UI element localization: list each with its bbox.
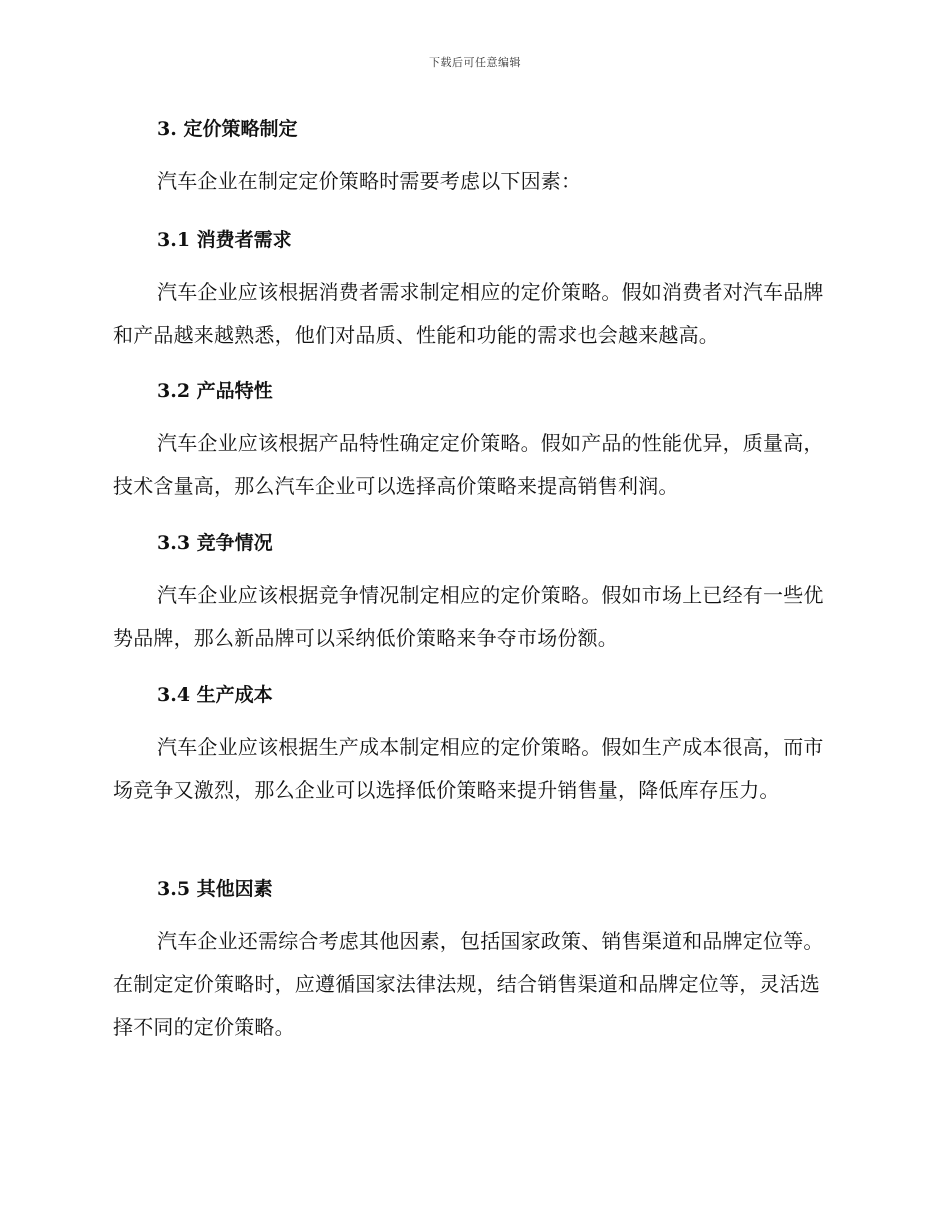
- subheading-product-features: 3.2 产品特性: [157, 380, 273, 402]
- subheading-consumer-demand: 3.1 消费者需求: [157, 229, 292, 251]
- subheading-production-cost: 3.4 生产成本: [157, 684, 273, 706]
- section-heading-pricing-strategy: 3. 定价策略制定: [157, 118, 298, 140]
- paragraph-other-factors: 汽车企业还需综合考虑其他因素，包括国家政策、销售渠道和品牌定位等。在制定定价策略时，应遵循国家法律法规，结合销售渠道和品牌定位等，灵活选择不同的定价策略。: [113, 929, 824, 1039]
- paragraph-competition: 汽车企业应该根据竞争情况制定相应的定价策略。假如市场上已经有一些优势品牌，那么新品牌可以采纳低价策略来争夺市场份额。: [113, 583, 824, 650]
- intro-paragraph: 汽车企业在制定定价策略时需要考虑以下因素：: [157, 169, 582, 193]
- subheading-other-factors: 3.5 其他因素: [157, 878, 273, 900]
- page-header-note: 下载后可任意编辑: [429, 56, 521, 69]
- paragraph-production-cost: 汽车企业应该根据生产成本制定相应的定价策略。假如生产成本很高，而市场竞争又激烈，那么企业可以选择低价策略来提升销售量，降低库存压力。: [113, 735, 824, 802]
- paragraph-product-features: 汽车企业应该根据产品特性确定定价策略。假如产品的性能优异，质量高，技术含量高，那么汽车企业可以选择高价策略来提高销售利润。: [113, 431, 824, 498]
- subheading-competition: 3.3 竞争情况: [157, 532, 273, 554]
- paragraph-consumer-demand: 汽车企业应该根据消费者需求制定相应的定价策略。假如消费者对汽车品牌和产品越来越熟悉，他们对品质、性能和功能的需求也会越来越高。: [113, 280, 824, 347]
